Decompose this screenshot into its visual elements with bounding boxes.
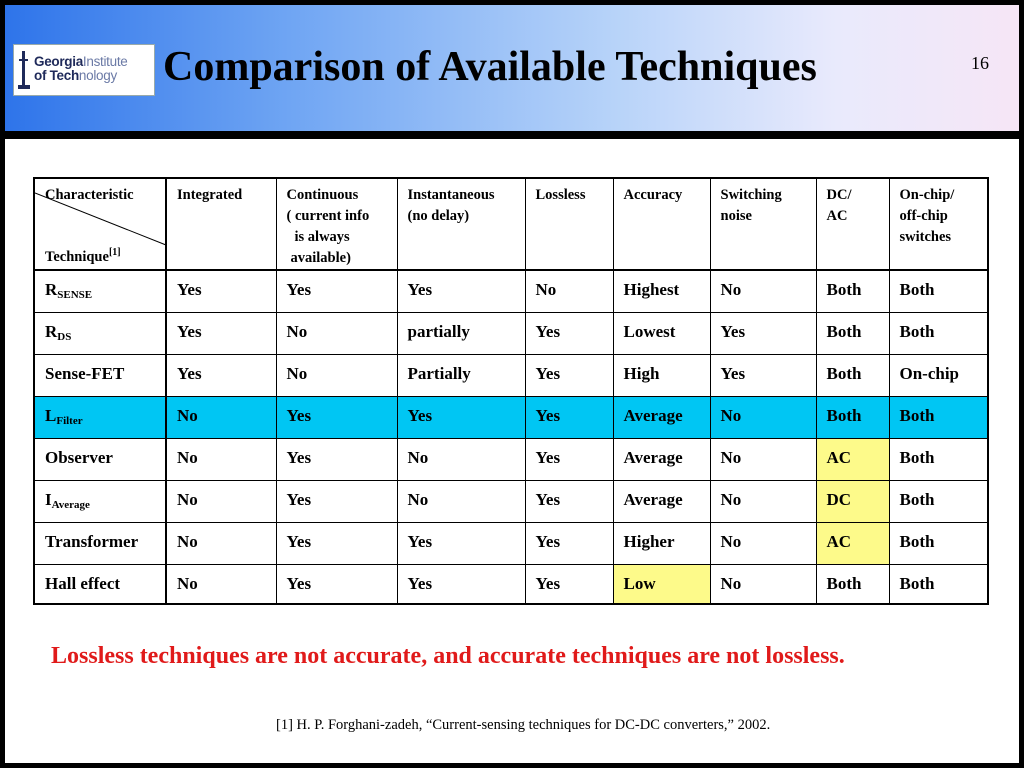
table-cell: No [710,522,816,564]
table-cell: Yes [276,522,397,564]
technique-cell: Hall effect [34,564,166,604]
table-cell: Both [889,564,988,604]
slide-header [5,5,1019,131]
table-cell: No [166,396,276,438]
table-cell: No [710,396,816,438]
table-cell-highlight: AC [816,438,889,480]
table-cell: Yes [525,354,613,396]
table-cell: Yes [525,312,613,354]
table-cell-highlight: DC [816,480,889,522]
header-lossless: Lossless [525,178,613,270]
table-cell: Yes [397,522,525,564]
table-cell: Yes [710,354,816,396]
table-cell: Yes [525,480,613,522]
table-cell: Yes [276,480,397,522]
table-cell: No [710,480,816,522]
table-cell: Yes [397,396,525,438]
table-cell: No [397,480,525,522]
table-cell-highlight: AC [816,522,889,564]
table-cell: No [166,480,276,522]
table-cell: Both [889,270,988,312]
table-cell: No [276,312,397,354]
header-on-off-chip: On-chip/ off-chip switches [889,178,988,270]
table-cell: Higher [613,522,710,564]
table-cell: No [166,564,276,604]
technique-cell: $R_{DS}$ [34,312,166,354]
header-instantaneous: Instantaneous (no delay) [397,178,525,270]
slide-number: 16 [971,53,989,73]
table-cell: Yes [397,270,525,312]
header-corner-cell [34,178,166,270]
table-cell: Yes [525,438,613,480]
header-integrated: Integrated [166,178,276,270]
technique-cell: Sense-FET [34,354,166,396]
table-cell: Yes [397,564,525,604]
header-continuous: Continuous ( current info is always available) [276,178,397,270]
technique-cell: $R_{SENSE}$ [34,270,166,312]
table-header-row [34,178,988,270]
table-cell: High [613,354,710,396]
table-cell: Yes [276,270,397,312]
table-row-lfilter [34,396,988,438]
table-cell: Yes [166,354,276,396]
table-cell: No [166,438,276,480]
reference-citation: [1] H. P. Forghani-zadeh, “Current-sensing techniques for DC-DC converters,” 2002. [276,717,771,733]
table-cell: Both [889,396,988,438]
header-accuracy: Accuracy [613,178,710,270]
table-cell: Yes [166,312,276,354]
slide-content [5,139,1019,763]
table-cell: Both [889,522,988,564]
table-cell: Both [816,396,889,438]
table-row-iaverage [34,480,988,522]
table-cell: Average [613,480,710,522]
characteristic-label: Characteristic [45,187,134,203]
table-cell: Yes [525,564,613,604]
table-cell: No [166,522,276,564]
table-cell: No [710,438,816,480]
table-row-observer [34,438,988,480]
table-cell-highlight: Low [613,564,710,604]
technique-label: Technique[1] [45,247,121,265]
technique-cell: $L_{Filter}$ [34,396,166,438]
table-cell: Both [889,312,988,354]
table-cell: Lowest [613,312,710,354]
table-cell: Both [889,480,988,522]
table-cell: Average [613,438,710,480]
georgia-tech-logo [13,44,155,96]
table-cell: Yes [276,564,397,604]
technique-cell: $I_{Average}$ [34,480,166,522]
table-cell: Both [816,270,889,312]
table-cell: Both [816,312,889,354]
table-cell: Yes [276,438,397,480]
technique-cell: Observer [34,438,166,480]
table-cell: Yes [276,396,397,438]
header-switching-noise: Switching noise [710,178,816,270]
table-cell: Partially [397,354,525,396]
header-dc-ac: DC/ AC [816,178,889,270]
table-cell: Yes [710,312,816,354]
slide-title: Comparison of Available Techniques [163,44,817,90]
table-row-rsense [34,270,988,312]
table-row-hall-effect [34,564,988,604]
table-row-sense-fet [34,354,988,396]
technique-cell: Transformer [34,522,166,564]
logo-wordmark: GeorgiaInstitute of Technology [34,54,128,83]
table-cell: partially [397,312,525,354]
table-row-rds [34,312,988,354]
table-cell: Both [816,354,889,396]
table-cell: Average [613,396,710,438]
conclusion-text: Lossless techniques are not accurate, and accurate techniques are not lossless. [51,643,845,669]
table-cell: No [710,564,816,604]
table-cell: No [525,270,613,312]
table-cell: Yes [525,522,613,564]
table-cell: No [397,438,525,480]
table-row-transformer [34,522,988,564]
table-cell: No [710,270,816,312]
comparison-table [33,177,989,605]
table-cell: Both [816,564,889,604]
table-cell: Highest [613,270,710,312]
table-cell: Yes [166,270,276,312]
table-cell: On-chip [889,354,988,396]
table-cell: Yes [525,396,613,438]
tower-icon [17,49,31,91]
table-cell: No [276,354,397,396]
table-cell: Both [889,438,988,480]
